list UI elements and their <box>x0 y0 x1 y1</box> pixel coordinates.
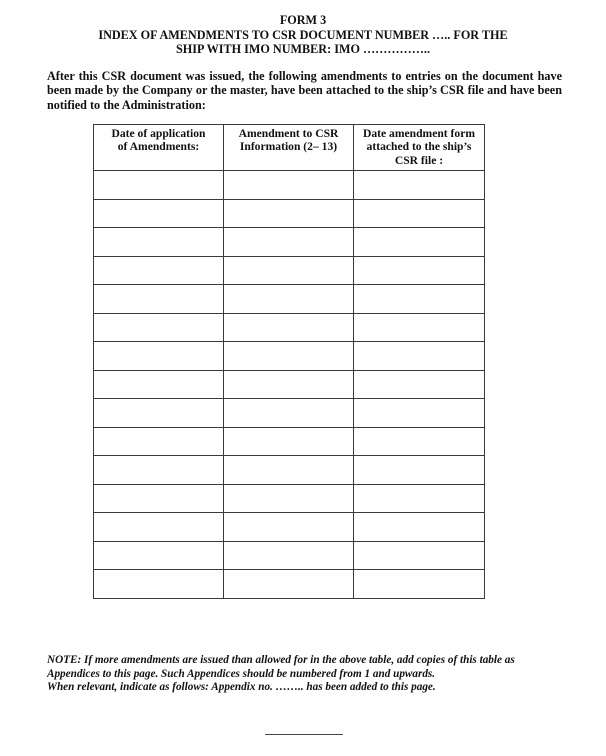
date-attached-cell[interactable] <box>354 399 485 428</box>
date-attached-cell[interactable] <box>354 171 485 200</box>
date-attached-cell[interactable] <box>354 541 485 570</box>
date-of-application-cell[interactable] <box>94 370 224 399</box>
amendment-cell[interactable] <box>224 256 354 285</box>
table-header-row <box>94 125 485 171</box>
note-paragraph <box>47 654 567 695</box>
intro-line-1: After this CSR document was issued, the following amendments to entries on the document have <box>47 69 562 83</box>
date-attached-cell[interactable] <box>354 228 485 257</box>
date-of-application-cell[interactable] <box>94 541 224 570</box>
table-row <box>94 570 485 599</box>
amendment-cell[interactable] <box>224 513 354 542</box>
header-amendment-to-csr: Amendment to CSR Information (2– 13) <box>224 125 354 171</box>
header-date-form-attached: Date amendment form attached to the ship’s CSR file : <box>354 125 485 171</box>
amendment-cell[interactable] <box>224 199 354 228</box>
date-attached-cell[interactable] <box>354 342 485 371</box>
table-row <box>94 199 485 228</box>
date-of-application-cell[interactable] <box>94 256 224 285</box>
amendment-cell[interactable] <box>224 484 354 513</box>
intro-line-3: notified to the Administration: <box>47 97 206 112</box>
date-of-application-cell[interactable] <box>94 171 224 200</box>
amendment-cell[interactable] <box>224 285 354 314</box>
note-line-2: Appendices to this page. Such Appendices should be numbered from 1 and upwards. <box>47 667 436 680</box>
date-of-application-cell[interactable] <box>94 228 224 257</box>
table-row <box>94 541 485 570</box>
table-row <box>94 370 485 399</box>
table-row <box>94 285 485 314</box>
amendment-cell[interactable] <box>224 228 354 257</box>
date-of-application-cell[interactable] <box>94 342 224 371</box>
date-of-application-cell[interactable] <box>94 285 224 314</box>
table-row <box>94 256 485 285</box>
form-header <box>0 13 606 57</box>
intro-paragraph <box>47 69 562 112</box>
form-label: FORM 3 <box>279 13 327 27</box>
date-attached-cell[interactable] <box>354 456 485 485</box>
table-row <box>94 427 485 456</box>
note-line-1: NOTE: If more amendments are issued than allowed for in the above table, add copies of this table as <box>47 654 515 666</box>
date-of-application-cell[interactable] <box>94 427 224 456</box>
amendment-cell[interactable] <box>224 399 354 428</box>
amendment-cell[interactable] <box>224 342 354 371</box>
table-row <box>94 342 485 371</box>
date-attached-cell[interactable] <box>354 285 485 314</box>
date-of-application-cell[interactable] <box>94 199 224 228</box>
date-of-application-cell[interactable] <box>94 484 224 513</box>
amendment-cell[interactable] <box>224 427 354 456</box>
date-attached-cell[interactable] <box>354 570 485 599</box>
table-row <box>94 513 485 542</box>
table-body <box>94 171 485 599</box>
date-of-application-cell[interactable] <box>94 570 224 599</box>
date-attached-cell[interactable] <box>354 199 485 228</box>
date-attached-cell[interactable] <box>354 370 485 399</box>
table-row <box>94 456 485 485</box>
amendment-cell[interactable] <box>224 541 354 570</box>
note-line-3: When relevant, indicate as follows: Appendix no. …….. has been added to this page. <box>47 681 436 694</box>
table-row <box>94 228 485 257</box>
date-attached-cell[interactable] <box>354 513 485 542</box>
date-attached-cell[interactable] <box>354 427 485 456</box>
date-of-application-cell[interactable] <box>94 456 224 485</box>
header-date-of-application: Date of application of Amendments: <box>94 125 224 171</box>
intro-line-2: been made by the Company or the master, have been attached to the ship’s CSR file and have been <box>47 83 562 98</box>
amendment-cell[interactable] <box>224 313 354 342</box>
amendment-cell[interactable] <box>224 171 354 200</box>
footer-divider <box>265 734 343 735</box>
form-title-line-2: SHIP WITH IMO NUMBER: IMO …………….. <box>175 42 431 56</box>
amendments-table <box>93 124 485 599</box>
date-attached-cell[interactable] <box>354 313 485 342</box>
table-row <box>94 399 485 428</box>
date-attached-cell[interactable] <box>354 484 485 513</box>
amendment-cell[interactable] <box>224 370 354 399</box>
date-of-application-cell[interactable] <box>94 513 224 542</box>
table-row <box>94 484 485 513</box>
form-title-line-1: INDEX OF AMENDMENTS TO CSR DOCUMENT NUMBER ….. FOR THE <box>98 27 508 42</box>
amendment-cell[interactable] <box>224 570 354 599</box>
date-of-application-cell[interactable] <box>94 313 224 342</box>
table-row <box>94 313 485 342</box>
table-row <box>94 171 485 200</box>
date-attached-cell[interactable] <box>354 256 485 285</box>
date-of-application-cell[interactable] <box>94 399 224 428</box>
amendment-cell[interactable] <box>224 456 354 485</box>
